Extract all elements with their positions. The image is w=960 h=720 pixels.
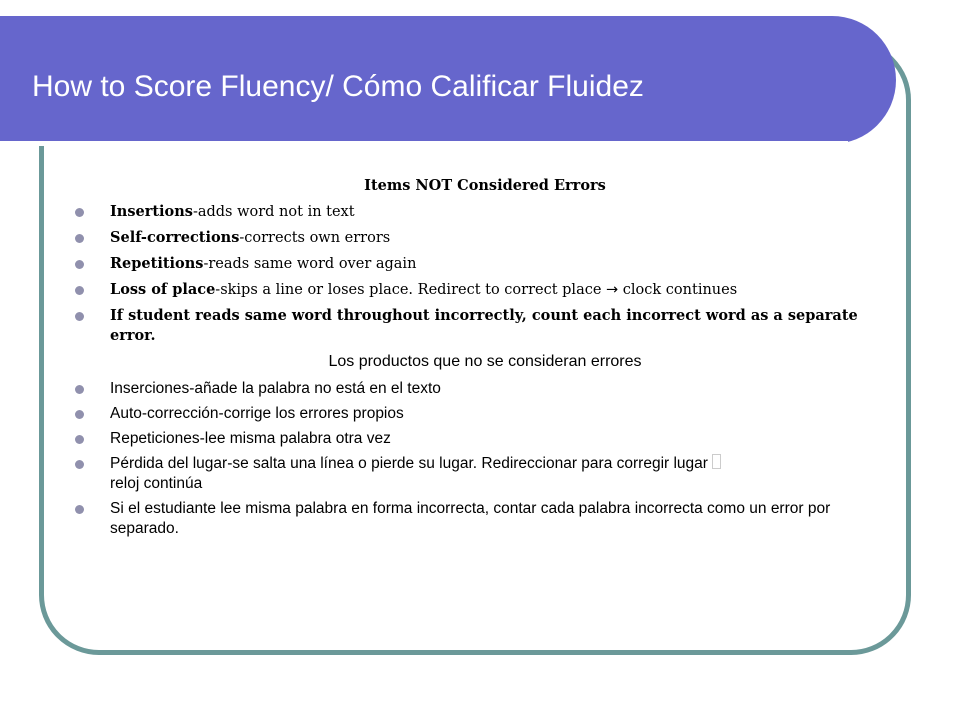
list-item [75,429,895,449]
list-item [75,379,895,399]
list-item [75,254,895,274]
item-text: -adds word not in text [192,204,355,220]
item-text-tail: reloj continúa [110,475,203,492]
item-term: Self-corrections [110,229,240,246]
item-text: Inserciones-añade la palabra no está en el texto [110,380,441,397]
item-text: Pérdida del lugar-se salta una línea o pierde su lugar. Redireccionar para corregir lugar [110,455,708,472]
bullet-icon [75,385,84,394]
item-text: -reads same word over again [203,256,417,272]
item-text: If student reads same word throughout incorrectly, count each incorrect word as a separate error. [110,307,858,344]
bullet-icon [75,208,84,217]
right-arrow-icon: → [606,282,619,298]
item-text: Si el estudiante lee misma palabra en forma incorrecta, contar cada palabra incorrecta como un error por separado. [110,500,831,537]
bullet-icon [75,505,84,514]
spanish-heading: Los productos que no se consideran errores [328,353,642,370]
title-bar [0,16,896,144]
list-item [75,404,895,424]
item-text: -corrects own errors [239,230,391,246]
bullet-icon [75,435,84,444]
spanish-list [75,379,895,539]
title-underline [0,141,848,146]
missing-glyph-icon [712,454,721,469]
item-text: Repeticiones-lee misma palabra otra vez [110,430,391,447]
item-text: -skips a line or loses place. Redirect to correct place [215,282,607,298]
english-list [75,202,895,346]
item-term: Insertions [110,203,193,220]
slide-title: How to Score Fluency/ Cómo Calificar Fluidez [32,70,644,103]
bullet-icon [75,312,84,321]
list-item [75,280,895,300]
bullet-icon [75,286,84,295]
slide-content [75,176,895,544]
bullet-icon [75,234,84,243]
list-item [75,202,895,222]
item-text-after: clock continues [618,282,738,298]
bullet-icon [75,410,84,419]
bullet-icon [75,260,84,269]
list-item [75,228,895,248]
item-term: Loss of place [110,281,216,298]
list-item [75,499,895,539]
bullet-icon [75,460,84,469]
item-text: Auto-corrección-corrige los errores propios [110,405,404,422]
item-term: Repetitions [110,255,204,272]
list-item [75,306,895,346]
list-item [75,454,895,494]
english-heading: Items NOT Considered Errors [364,177,606,194]
